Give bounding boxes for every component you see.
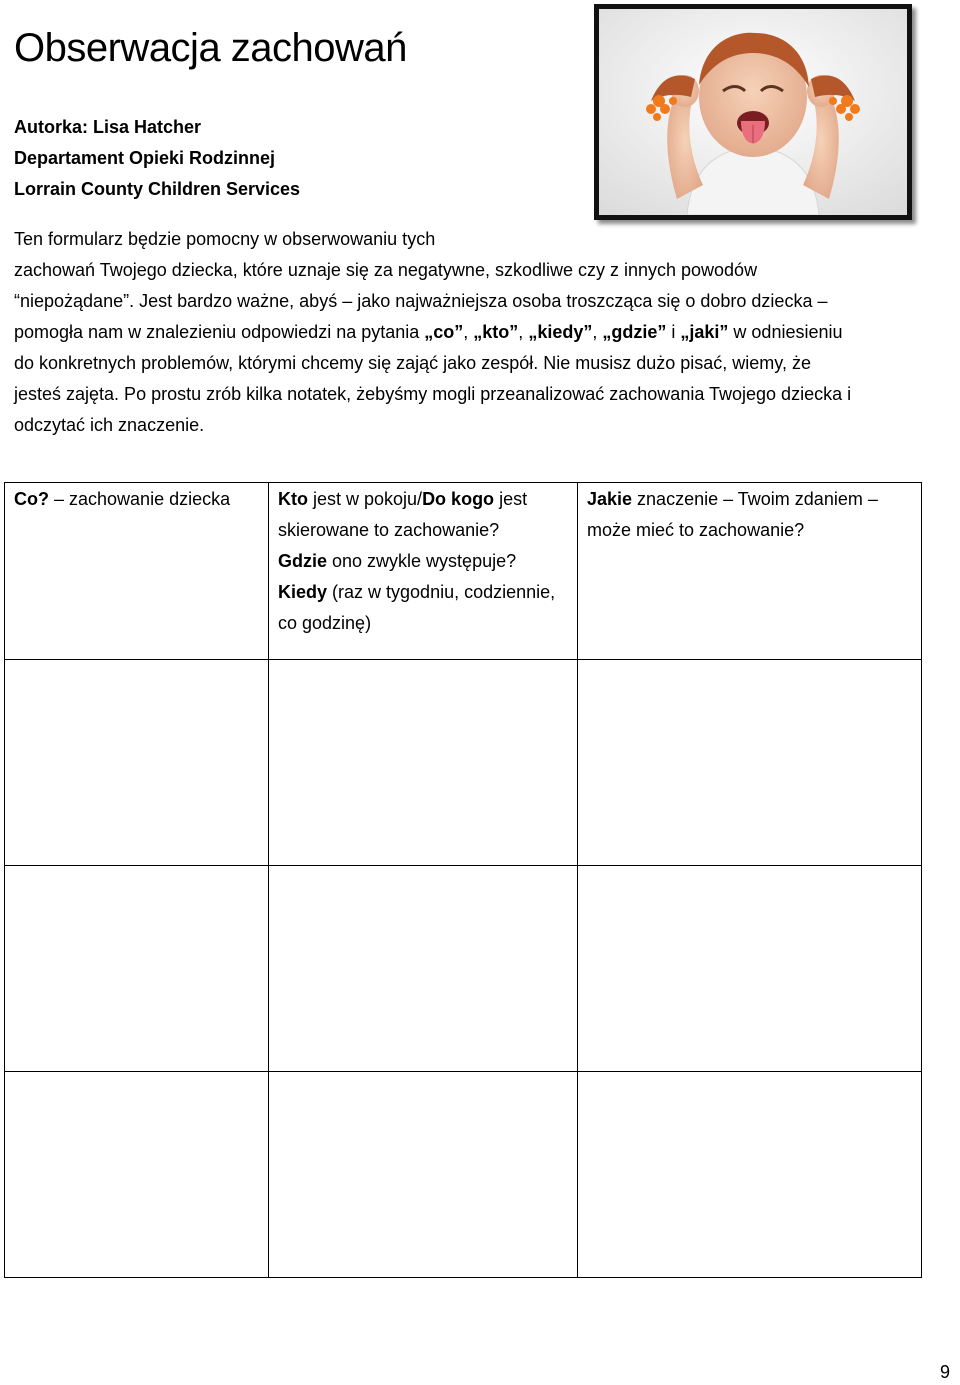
separator: i bbox=[666, 322, 681, 342]
intro-line: odczytać ich znaczenie. bbox=[14, 415, 205, 435]
author-block bbox=[14, 112, 300, 205]
table-header-row bbox=[5, 483, 922, 660]
table-row bbox=[5, 1072, 922, 1278]
table-row bbox=[5, 660, 922, 866]
organization-name: Lorrain County Children Services bbox=[14, 179, 301, 199]
header-to-whom-text: jest skierowane to zachowanie? bbox=[278, 489, 528, 540]
answer-cell-meaning[interactable] bbox=[578, 1072, 922, 1278]
page-number: 9 bbox=[940, 1362, 951, 1382]
header-what-bold: Co? bbox=[14, 489, 49, 509]
header-what-text: – zachowanie dziecka bbox=[49, 489, 231, 509]
question-gdzie: „gdzie” bbox=[602, 322, 667, 342]
answer-cell-what[interactable] bbox=[5, 866, 269, 1072]
answer-cell-who-where-when[interactable] bbox=[269, 660, 578, 866]
author-name: Autorka: Lisa Hatcher bbox=[14, 117, 202, 137]
separator: , bbox=[463, 322, 474, 342]
header-where-text: ono zwykle występuje? bbox=[327, 551, 517, 571]
header-when-bold: Kiedy bbox=[278, 582, 328, 602]
intro-text: w odniesieniu bbox=[728, 322, 843, 342]
header-to-whom-bold: Do kogo bbox=[422, 489, 495, 509]
header-when-text: (raz w tygodniu, codziennie, co godzinę) bbox=[278, 582, 556, 633]
intro-line: Ten formularz będzie pomocny w obserwowaniu tych bbox=[14, 229, 436, 249]
header-meaning bbox=[578, 483, 922, 660]
department-name: Departament Opieki Rodzinnej bbox=[14, 148, 276, 168]
header-what bbox=[5, 483, 269, 660]
intro-paragraph bbox=[14, 224, 959, 441]
answer-cell-who-where-when[interactable] bbox=[269, 1072, 578, 1278]
answer-cell-meaning[interactable] bbox=[578, 660, 922, 866]
answer-cell-who-where-when[interactable] bbox=[269, 866, 578, 1072]
intro-text: pomogła nam w znalezieniu odpowiedzi na pytania bbox=[14, 322, 425, 342]
intro-line bbox=[14, 317, 959, 348]
answer-cell-what[interactable] bbox=[5, 1072, 269, 1278]
intro-line: do konkretnych problemów, którymi chcemy się zająć jako zespół. Nie musisz dużo pisać, wiemy, że bbox=[14, 353, 811, 373]
answer-cell-meaning[interactable] bbox=[578, 866, 922, 1072]
intro-line: “niepożądane”. Jest bardzo ważne, abyś – jako najważniejsza osoba troszcząca się o dobro dziecka – bbox=[14, 291, 828, 311]
question-jaki: „jaki” bbox=[680, 322, 729, 342]
separator: , bbox=[518, 322, 529, 342]
header-who-where-when bbox=[269, 483, 578, 660]
table-row bbox=[5, 866, 922, 1072]
header-meaning-text: znaczenie – Twoim zdaniem – może mieć to zachowanie? bbox=[587, 489, 878, 540]
intro-line: jesteś zajęta. Po prostu zrób kilka notatek, żebyśmy mogli przeanalizować zachowania Twojego dziecka i bbox=[14, 384, 852, 404]
answer-cell-what[interactable] bbox=[5, 660, 269, 866]
observation-table bbox=[4, 482, 922, 1278]
header-meaning-bold: Jakie bbox=[587, 489, 633, 509]
child-photo bbox=[594, 4, 912, 220]
question-co: „co” bbox=[424, 322, 464, 342]
header-where-bold: Gdzie bbox=[278, 551, 328, 571]
intro-line: zachowań Twojego dziecka, które uznaje się za negatywne, szkodliwe czy z innych powodów bbox=[14, 260, 758, 280]
question-kiedy: „kiedy” bbox=[528, 322, 593, 342]
header-who-text: jest w pokoju/ bbox=[308, 489, 423, 509]
separator: , bbox=[592, 322, 603, 342]
page-title: Obserwacja zachowań bbox=[14, 26, 407, 70]
header-who-bold: Kto bbox=[278, 489, 308, 509]
question-kto: „kto” bbox=[473, 322, 519, 342]
